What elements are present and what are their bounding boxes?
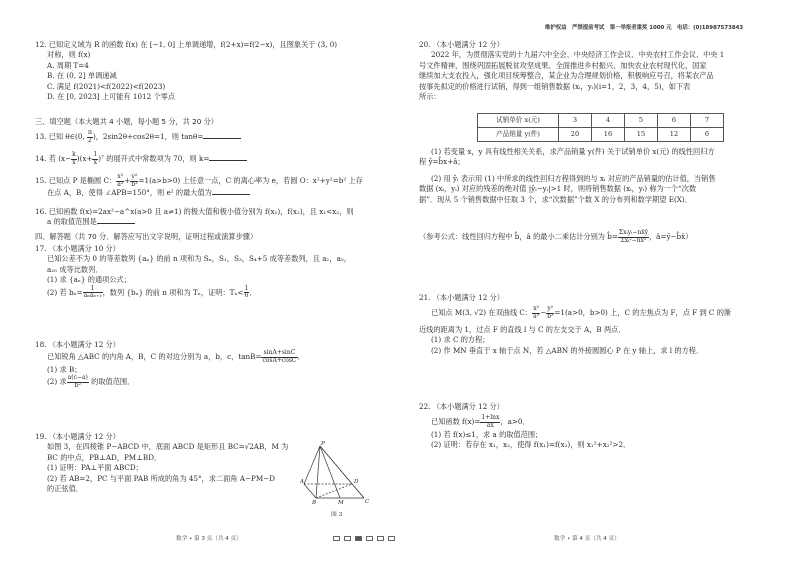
edge-pd (320, 446, 352, 484)
page-3-footer: 数学 • 第 3 页（共 4 页） (176, 536, 242, 542)
q12-option-c: C. 满足 f(2021)<f(2022)<f(2023) (47, 81, 166, 91)
q20-ref-b: ，â=ȳ−b̂x̄） (648, 232, 693, 242)
q18-frac-range (67, 375, 89, 389)
table-header-volume: 产品销量 y(件) (478, 128, 559, 142)
question-15: 15. 已知点 P 是椭圆 C： $\frac{\text{x²}}{\text{a²}}$ + $\frac{\text{y²}}{\text{b²}}$ =1(a>b>0) 上任意一点，C 的离心率为 e，若圆 O：x²+y²=b² 上存 在点 A，B，使得 ∠APB=150°，则 e² 的最大值为 (35, 173, 363, 198)
q13-frac-num: π (87, 129, 92, 136)
page-4-footer: 数学 • 第 4 页（共 4 页） (554, 536, 620, 542)
q18-frac-range-den: b² (74, 381, 81, 389)
edge-pc (320, 446, 364, 498)
q13-frac-den: 2 (88, 136, 92, 144)
q18-frac-tan (261, 350, 297, 364)
q19-part3: 的正弦值． (47, 484, 83, 494)
question-12 (35, 40, 337, 103)
q20-part2c: 据”．现从 5 个销售数据中任取 3 个，求“次数据”个数 X 的分布列和数学期望 E(X)． (419, 194, 692, 204)
q14-post: )⁷ 的展开式中常数项为 70，则 k= (98, 154, 210, 164)
label-c: C (365, 499, 370, 505)
q14-frac2-num: 1 (93, 151, 98, 158)
q21-line1b: =1(a>0，b>0) 上，C 的左焦点为 F，点 F 到 C 的渐 (554, 308, 732, 318)
page-thumb-3[interactable] (355, 536, 362, 541)
q18-header: 18. （本小题满分 12 分） (35, 340, 120, 349)
q17-line2: a₂₅ 成等比数列． (47, 264, 103, 274)
q15-line2: 在点 A，B，使得 ∠APB=150°，则 e² 的最大值为 (47, 188, 212, 198)
q19-header: 19. （本小题满分 12 分） (35, 432, 120, 441)
q21-line2: 近线的距离为 1，过点 F 的直线 l 与 C 的左支交于 A，B 两点． (419, 324, 626, 334)
q21-frac-x (532, 306, 540, 320)
q21-frac-y-den: b² (547, 313, 554, 321)
q21-frac-x-num: x² (533, 305, 540, 313)
q15-frac-x-den: a² (117, 180, 124, 188)
q14-frac2-den: x (93, 158, 98, 166)
q17-part2b: ，数列 {bₙ} 的前 n 项和为 Tₙ，证明：Tₙ< (102, 287, 244, 297)
page-thumb-2[interactable] (344, 536, 351, 541)
q21-header: 21. （本小题满分 12 分） (419, 293, 504, 302)
q18-frac-tan-num: sinA+sinC (261, 350, 297, 358)
q15-answer-blank[interactable] (212, 188, 250, 195)
q14-frac1-num: k (72, 151, 76, 158)
question-19 (35, 432, 288, 495)
question-20 (419, 40, 724, 103)
q19-part2: (2) 若 AB=2，PC 与平面 PAB 所成的角为 45°，求二面角 A−PM−D (47, 473, 275, 483)
table-cell: 4 (592, 114, 625, 128)
q20-line3: 继续加大支农投入，强化项目统筹整合，某企业为合理规划价格，积极响应号召，将某农产品 (419, 71, 714, 81)
anti-cheat-banner: 维护权益 严禁提前考试 第一举报者重奖 1000 元 电话：(0)18987573843 (545, 25, 744, 31)
q21-frac-x-den: a² (533, 313, 540, 321)
pyramid-figure (300, 440, 378, 510)
figure-3-caption: 图 3 (331, 512, 343, 518)
q20-ref-a: （参考公式：线性回归方程中 b̂，â 的最小二乘估计分别为 b̂= (419, 232, 618, 242)
q13-pre: 13. 已知 θ∈(0, (35, 132, 87, 142)
question-16 (35, 207, 354, 228)
q21-line1a: 已知点 M(3, √2) 在双曲线 C： (431, 308, 533, 318)
q18-line1b: ． (297, 352, 305, 362)
q15-frac-x (116, 174, 124, 188)
q14-mid: )(x+ (76, 154, 93, 164)
label-p: P (321, 441, 325, 447)
question-20-parts (419, 147, 716, 205)
q17-part1: (1) 求 {aₙ} 的通项公式； (47, 275, 131, 285)
table-cell: 12 (658, 128, 691, 142)
q15-frac-y-den: b² (131, 180, 138, 188)
q19-part1: (1) 证明：PA⊥平面 ABCD； (47, 463, 143, 473)
q17-line1: 已知公差不为 0 的等差数列 {aₙ} 的前 n 项和为 Sₙ，S₁，S₃，S₄+5 成等差数列，且 a₁，a₅， (47, 254, 351, 264)
table-row-volume (478, 128, 724, 142)
q20-part1b: 程 ŷ=b̂x+â； (419, 157, 465, 167)
q12-option-a: A. 周期 T=4 (47, 60, 89, 70)
q18-part2a: (2) 求 (47, 377, 67, 387)
q15-line1a: 15. 已知点 P 是椭圆 C： (35, 176, 117, 186)
q18-frac-range-num: a(c−a) (67, 374, 88, 382)
edge-ab (304, 484, 316, 498)
q20-header: 20. （本小题满分 12 分） (419, 40, 504, 49)
page-thumb-5[interactable] (377, 536, 384, 541)
page-thumb-1[interactable] (333, 536, 340, 541)
q22-frac-f-den: ax (486, 422, 494, 430)
q17-frac-sixth-num: 1 (244, 284, 249, 292)
section-3-heading: 三、填空题（本大题共 4 小题，每小题 5 分，共 20 分） (35, 117, 218, 126)
q20-part2b: 数据 (xᵢ，yᵢ) 对应的残差的绝对值 |ŷᵢ−yᵢ|>1 时，则将销售数据 (xᵢ，yᵢ) 称为一个“次数 (419, 184, 697, 194)
q22-frac-f-num: 1+lnx (481, 414, 500, 422)
q12-option-b: B. 在 (0, 2] 单调递减 (47, 71, 117, 81)
q16-line2: a 的取值范围是 (47, 217, 97, 227)
q22-frac-f (480, 415, 500, 429)
page-thumbnail-strip (333, 536, 395, 541)
q16-answer-blank[interactable] (97, 217, 135, 224)
q18-part1: (1) 求 B； (47, 364, 82, 374)
right-page (397, 0, 794, 561)
q22-part2: (2) 证明：若存在 x₁，x₂，使得 f(x₁)=f(x₂)，则 x₁²+x₂²>2． (431, 440, 631, 450)
q16-line1: 16. 已知函数 f(x)=2ax²−a^x(a>0 且 a≠1) 的极大值和极小值分别为 f(x₁)，f(x₂)，且 x₁<x₂，则 (35, 207, 354, 216)
label-d: D (354, 479, 359, 485)
question-18 (35, 340, 305, 389)
question-13 (35, 130, 241, 144)
question-22 (419, 402, 630, 451)
section-4-heading: 四、解答题（共 70 分．解答应写出文字说明，证明过程或演算步骤） (35, 232, 258, 241)
q18-frac-tan-den: cosA+cosC (262, 357, 297, 365)
q17-part2c: ． (249, 287, 257, 297)
q22-line1a: 已知函数 f(x)= (431, 417, 481, 427)
q18-part2b: 的取值范围． (88, 377, 135, 387)
q15-line1b: =1(a>b>0) 上任意一点，C 的离心率为 e，若圆 O：x²+y²=b² 上存 (138, 176, 363, 186)
q17-part2a: (2) 若 bₙ= (47, 287, 83, 297)
table-header-price: 试销单价 x(元) (478, 114, 559, 128)
q12-stem-line2: 对称，则 f(x) (47, 50, 91, 60)
q17-frac-b-num: 1 (83, 286, 103, 294)
q19-line1: 如图 3，在四棱锥 P−ABCD 中，底面 ABCD 是矩形且 BC=√2AB，M 为 (47, 442, 289, 452)
q21-part1: (1) 求 C 的方程； (431, 335, 490, 345)
q22-header: 22. （本小题满分 12 分） (419, 402, 504, 411)
table-cell: 20 (559, 128, 592, 142)
table-cell: 3 (559, 114, 592, 128)
q20-ref-fraction (618, 230, 649, 244)
page-thumb-4[interactable] (366, 536, 373, 541)
q14-answer-blank[interactable] (209, 154, 247, 161)
table-cell: 6 (691, 128, 724, 142)
q14-frac1-den: x (72, 158, 76, 166)
table-cell: 15 (625, 128, 658, 142)
table-cell: 16 (592, 128, 625, 142)
q12-option-d: D. 在 [0, 2023] 上可能有 1012 个零点 (47, 92, 176, 102)
q20-line4: 按事先拟定的价格进行试销，得到一组销售数据 (xᵢ，yᵢ)(i=1，2，3，4，5)，如下表 (419, 81, 691, 91)
question-14 (35, 152, 247, 166)
q14-pre: 14. 若 (x− (35, 154, 72, 164)
label-a: A (300, 479, 304, 485)
edge-bd (316, 484, 352, 498)
q20-line5: 所示： (419, 92, 441, 102)
q20-part1a: (1) 若变量 x，y 具有线性相关关系，求产品销量 y(件) 关于试销单价 x(元) 的线性回归方 (431, 147, 715, 156)
q19-line2: BC 的中点，PB⊥AD，PM⊥BD． (47, 452, 162, 462)
page-thumb-6[interactable] (388, 536, 395, 541)
question-21: 21. （本小题满分 12 分） 已知点 M(3, √2) 在双曲线 C： $\frac{\text{x²}}{\text{a²}}$ − $\frac{\text{y²}}{\text{b²}}$ =1(a>0，b>0) 上，C 的左焦点为 F，点 F 到 C 的渐 近线的距离为 1，过点 F 的直线 l 与 C 的左支交于 A，B 两点． (1) 求 C 的方程； (2) 作 MN 垂直于 x 轴于点 N，若 △ABN 的外接圆圆心 P 在 y 轴上，求 l 的方程． (419, 293, 732, 355)
q21-part2: (2) 作 MN 垂直于 x 轴于点 N，若 △ABN 的外接圆圆心 P 在 y 轴上，求 l 的方程． (431, 345, 704, 355)
q13-post: )，2sin2θ+cos2θ=1，则 tanθ= (92, 132, 204, 142)
label-b: B (312, 500, 317, 506)
q22-line1b: ，a>0． (500, 417, 530, 427)
q22-part1: (1) 若 f(x)≤1，求 a 的取值范围； (431, 429, 543, 439)
label-m: M (338, 500, 344, 506)
q20-reference-formula (419, 230, 692, 244)
q13-answer-blank[interactable] (203, 132, 241, 139)
q18-line1a: 已知锐角 △ABC 的内角 A，B，C 的对边分别为 a，b，c，tanB= (47, 352, 262, 362)
table-row-price (478, 114, 724, 128)
table-cell: 5 (625, 114, 658, 128)
q15-frac-y-num: y² (131, 173, 138, 180)
q17-frac-sixth-den: 6 (244, 292, 249, 300)
question-17 (35, 244, 351, 300)
q12-stem-line1: 12. 已知定义域为 R 的函数 f(x) 在 [−1, 0] 上单调递增，f(2+x)=f(2−x)，且图象关于 (3, 0) (35, 40, 338, 49)
q20-line1: 2022 年，为贯彻落实党的十九届六中全会、中央经济工作会议、中央农村工作会议、中央 1 (431, 50, 725, 60)
q17-frac-b-den: aₙaₙ₊₁ (83, 292, 102, 300)
q17-header: 17. （本小题满分 10 分） (35, 244, 120, 253)
sales-data-table (477, 113, 724, 142)
table-cell: 6 (658, 114, 691, 128)
q21-frac-y-num: y² (547, 305, 554, 313)
table-cell: 7 (691, 114, 724, 128)
q20-ref-frac-num: Σxᵢyᵢ−nx̄ȳ (618, 229, 648, 236)
q20-ref-frac-den: Σxᵢ²−nx̄² (620, 236, 647, 244)
q20-line2: 号文件精神，围绕巩固拓展脱贫攻坚成果、全面推进乡村振兴、加快农业农村现代化，国家 (419, 60, 707, 70)
q20-part2a: (2) 用 ŷᵢ 表示用 (1) 中所求的线性回归方程得到的与 xᵢ 对应的产品销量的估计值，当销售 (431, 173, 716, 183)
q15-frac-x-num: x² (117, 173, 124, 180)
q17-frac-b (83, 286, 103, 300)
